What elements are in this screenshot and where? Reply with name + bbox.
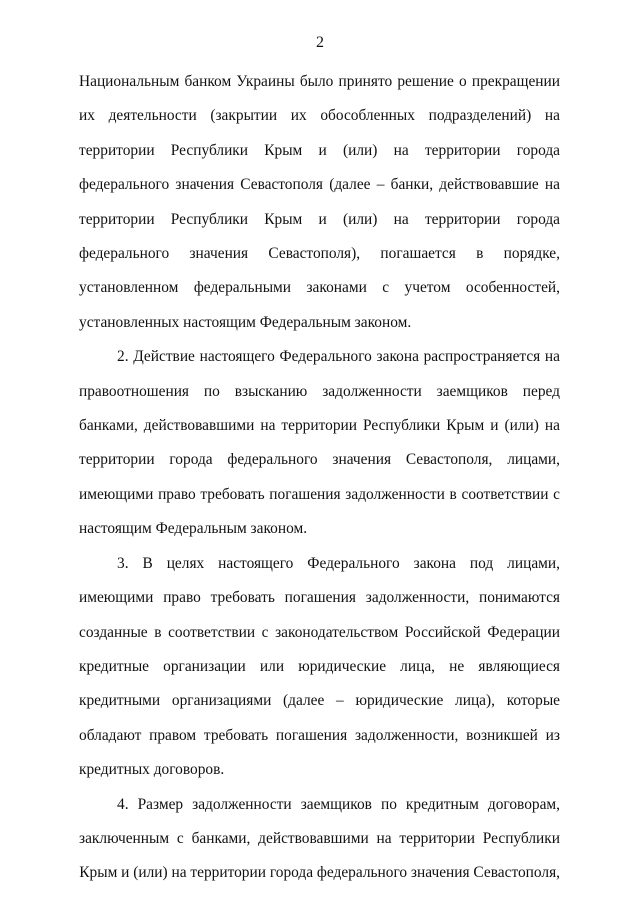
paragraph-2: 2. Действие настоящего Федерального закона распространяется на правоотношения по взысканию задолженности заемщиков перед банками, действовавшими на территории Республики Крым и (или) на территории города федерального значения Севастополя, лицами, имеющими право требовать погашения задолженности в соответствии с настоящим Федеральным законом. <box>79 348 560 538</box>
page-number: 2 <box>316 34 324 51</box>
paragraph-continuation: Национальным банком Украины было принято решение о прекращении их деятельности (закрытии их обособленных подразделений) на территории Республики Крым и (или) на территории города федерального значения Севастополя (далее – банки, действовавшие на территории Республики Крым и (или) на территории города федерального значения Севастополя), погашается в порядке, установленном федеральными законами с учетом особенностей, установленных настоящим Федеральным законом. <box>79 73 560 331</box>
paragraph-4: 4. Размер задолженности заемщиков по кредитным договорам, заключенным с банками, действовавшими на территории Республики Крым и (или) на территории города федерального значения Севастополя, <box>79 795 560 882</box>
document-body <box>79 65 560 891</box>
paragraph-3: 3. В целях настоящего Федерального закона под лицами, имеющими право требовать погашения задолженности, понимаются созданные в соответствии с законодательством Российской Федерации кредитные организации или юридические лица, не являющиеся кредитными организациями (далее – юридические лица), которые обладают правом требовать погашения задолженности, возникшей из кредитных договоров. <box>79 554 560 779</box>
